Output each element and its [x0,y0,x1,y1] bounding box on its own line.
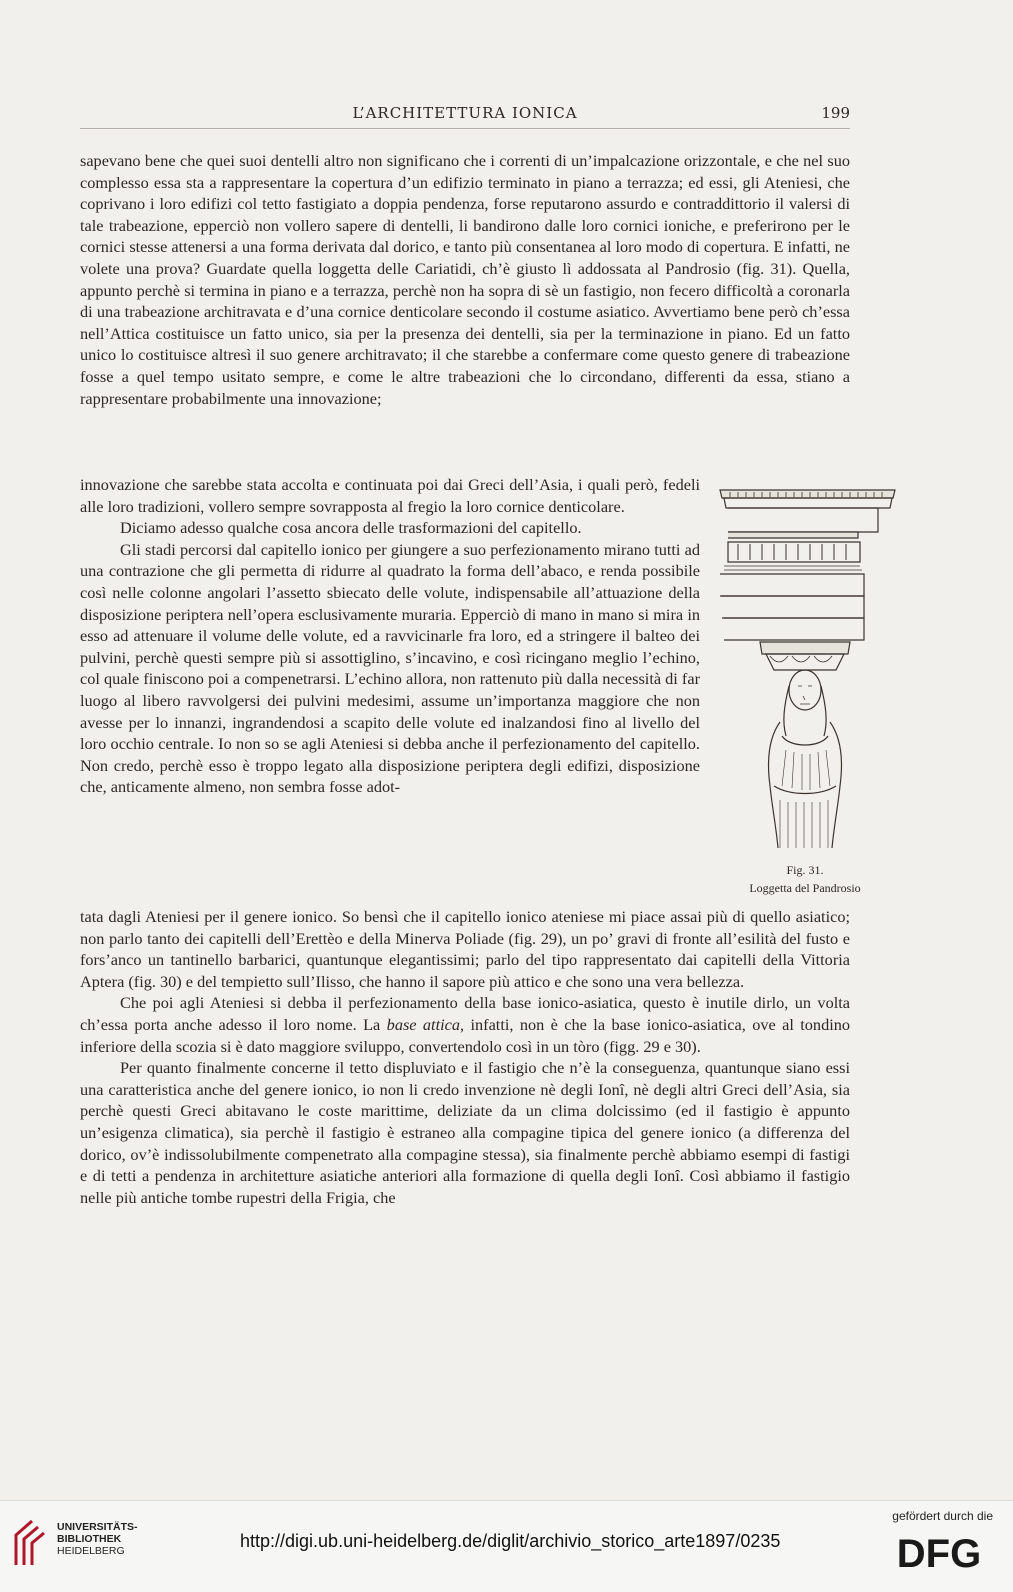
paragraph-text: infatti, non è che la base ionico-asiatica, ove al tondino inferiore della scozia si è dato maggiore sviluppo, convertendolo così in un tòro (figg. 29 e 30). [80,1014,851,1056]
paragraph: Diciamo adesso qualche cosa ancora delle trasformazioni del capitello. [120,518,582,538]
text-block-bottom [80,906,850,1208]
paragraph-text: Che poi agli Ateniesi si debba il perfezionamento della base ionico-asiatica, questo è inutile dirlo, un volta ch’essa porta anche adesso il loro nome. La [80,993,850,1034]
dfg-logo-text: DFG [896,1532,982,1573]
italic-term: base attica, [386,1014,465,1034]
library-name [57,1521,138,1557]
library-logo-icon [12,1517,52,1569]
text-block-top [80,150,850,409]
paragraph: innovazione che sarebbe stata accolta e continuata poi dai Greci dell’Asia, i quali però, fedeli alle loro tradizioni, vollero sempre sovrapposta al fregio la loro cornice denticolare. [80,475,700,516]
paragraph [80,992,850,1057]
figure-caption: Loggetta del Pandrosio [749,881,861,895]
paragraph: Gli stadi percorsi dal capitello ionico per giungere a suo perfezionamento mirano tutti ad una contrazione che gli permetta di ridurre al quadrato la forma dell’abaco, e renda possibile così nelle colonne angolari l’assetto sbiecato delle volute, indispensabile all’attuazione della disposizione periptera nell’opera esclusivamente muraria. Epperciò di mano in mano si mira in esso ad attenuare il volume delle volute, ed a ravvicinarle fra loro, ed a stringere il balteo dei pulvini, perchè questi sempre più si assottiglino, s’incavino, e così ricingano meglio l’echino, col quale finiscono poi a compenetrarsi. L’echino allora, non rattenuto più dalla necessità di far luogo al libero ravvolgersi dei pulvini medesimi, assume un’importanza maggiore che non avesse per lo innanzi, ingrandendosi a scapito delle volute ed inalzandosi fino al livello del loro occhio centrale. Io non so se agli Ateniesi si debba anche il perfezionamento del capitello. Non credo, perchè esso è troppo legato alla disposizione periptera degli edifizi, disposizione che, anticamente almeno, non sembra fosse adot- [80,539,700,797]
library-name-line: BIBLIOTHEK [57,1533,122,1545]
page-number: 199 [821,104,850,122]
text-block-side [80,474,700,798]
caryatid-entablature-drawing-icon [710,486,900,856]
paragraph: Per quanto finalmente concerne il tetto displuviato e il fastigio che n’è la conseguenza, quantunque siano essi una caratteristica anche del genere ionico, io non li credo invenzione nè degli Ionî, nè degli altri Greci dell’Asia, sia perchè questi Greci abitavano le coste marittime, deliziate da un clima dolcissimo (ed il fastigio è appunto un’esigenza climatica), sia perchè il fastigio è estraneo alla compagine tipica del genere ionico (a differenza del dorico, ov’è indissolubilmente compenetrato alla compagine stessa), sia finalmente perchè abbiamo esempi di fastigi e di tetti a pendenza in architetture asiatiche anteriori alla formazione di quella degli Ionî. Così abbiamo il fastigio nelle più antiche tombe rupestri della Frigia, che [80,1058,850,1207]
library-name-line: HEIDELBERG [57,1545,125,1557]
paragraph: tata dagli Ateniesi per il genere ionico. So bensì che il capitello ionico ateniese mi piace assai più di quello asiatico; non parlo tanto dei capitelli dell’Erettèo e della Minerva Poliade (fig. 29), un po’ gravi di fronte all’esilità del fusto e fors’anco un tantinello barbarici, quantunque elegantissimi; parlo del tipo rappresentato dai capitelli della Vittoria Aptera (fig. 30) e del tempietto sull’Ilisso, che hanno il sapore più attico e che sono una vera bellezza. [80,907,850,991]
permalink-url[interactable]: http://digi.ub.uni-heidelberg.de/diglit/archivio_storico_arte1897/0235 [240,1531,781,1551]
figure-label: Fig. 31. [786,863,824,877]
running-title: L’ARCHITETTURA IONICA [352,104,578,122]
figure-31 [710,486,900,906]
footer-bar [0,1500,1013,1592]
dfg-logo-icon [885,1529,993,1573]
paragraph: sapevano bene che quei suoi dentelli altro non significano che i correnti di un’impalcazione orizzontale, e che nel suo complesso essa sta a rappresentare la copertura d’un edifizio terminato in piano a terrazza; ed essi, gli Ateniesi, che coprivano i loro edifizi col tetto fastigiato a doppia pendenza, forse reputarono assurdo e contraddittorio il valersi di tale trabeazione, epperciò non vollero sapere di dentelli, li bandirono dalle loro cornici ioniche, e preferirono per le cornici stesse attenersi a una forma derivata dal dorico, e tanto più consentanea al loro modo di copertura. E infatti, ne volete una prova? Guardate quella loggetta delle Cariatidi, ch’è giusto lì addossata al Pandrosio (fig. 31). Quella, appunto perchè si termina in piano e a terrazza, perchè non ha sopra di sè un fastigio, non fecero difficoltà a coronarla di una trabeazione architravata e d’una cornice denticolare secondo il costume asiatico. Avvertiamo bene però ch’essa nell’Attica costituisce un fatto unico, sia per la presenza dei dentelli, sia per la terminazione in piano. Ed un fatto unico lo costituisce altresì il suo genere architravato; il che starebbe a confermare come questo genere di trabeazione fosse a quel tempo usitato sempre, e come le altre trabeazioni che lo circondano, differenti da essa, stiano a rappresentare probabilmente una innovazione; [80,151,850,408]
funded-by-label: gefördert durch die [892,1509,993,1523]
library-name-line: UNIVERSITÄTS- [57,1521,138,1533]
running-head [80,104,850,129]
